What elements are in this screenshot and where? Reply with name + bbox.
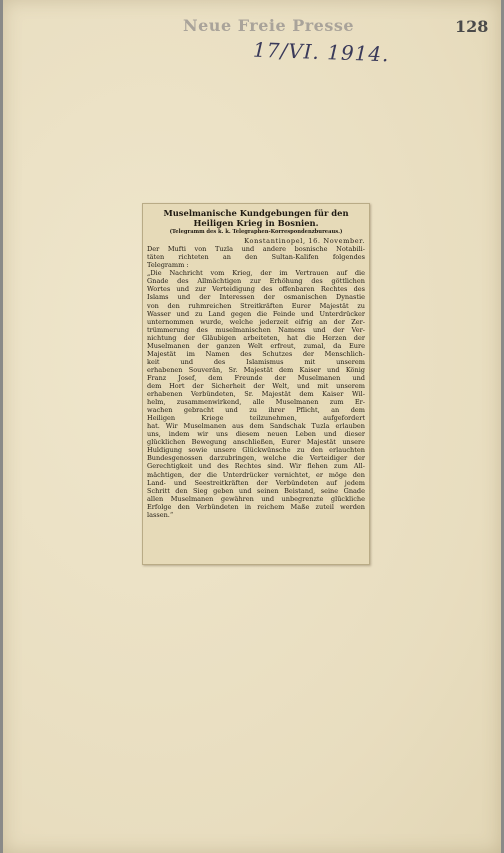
clipping-credit: (Telegramm des k. k. Telegraphen-Korrespondenzbureaus.) bbox=[169, 229, 343, 236]
clipping-body-line: Gnade des Allmächtigen zur Erhöhung des göttlichen bbox=[147, 277, 365, 286]
clipping-body-line: wachen gebracht und zu ihrer Pflicht, an dem bbox=[147, 406, 365, 415]
clipping-body-line: glücklichen Bewegung anschließen, Eurer Majestät unsere bbox=[147, 438, 365, 447]
clipping-body-line: Islams und der Interessen der osmanischen Dynastie bbox=[147, 293, 365, 302]
clipping-headline: Muselmanische Kundgebungen für den Heiligen Krieg in Bosnien. bbox=[163, 208, 349, 228]
clipping-body-line: Gerechtigkeit und des Rechtes sind. Wir flehen zum All- bbox=[147, 462, 365, 471]
clipping-body-line: allen Muselmanen gewähren und unbegrenzte glückliche bbox=[147, 494, 365, 503]
newspaper-clipping bbox=[142, 203, 370, 565]
page-number: 128 bbox=[455, 17, 489, 36]
clipping-body-line: Majestät im Namen des Schutzes der Menschlich- bbox=[147, 349, 365, 358]
clipping-body-line: mächtigen, der die Unterdrücker vernichtet, er möge den bbox=[147, 470, 365, 479]
clipping-body-line: „Die Nachricht vom Krieg, der im Vertrauen auf die bbox=[147, 269, 365, 278]
clipping-body-line: Schritt den Sieg geben und seinen Beistand, seine Gnade bbox=[147, 486, 365, 495]
clipping-body-line: Wortes und zur Verteidigung des offenbaren Rechtes des bbox=[147, 285, 365, 294]
clipping-body bbox=[147, 245, 365, 519]
clipping-body-line: Bundesgenossen darzubringen, welche die Verteidiger der bbox=[147, 454, 365, 463]
clipping-body-line: Heiligen Kriege teilzunehmen, aufgefordert bbox=[147, 414, 365, 423]
clipping-body-line: erhabenen Souverän, Sr. Majestät dem Kaiser und König bbox=[147, 365, 365, 374]
clipping-body-line: täten richteten an den Sultan-Kalifen folgendes bbox=[147, 253, 365, 262]
clipping-body-line: nichtung der Gläubigen arbeiteten, hat die Herzen der bbox=[147, 333, 365, 342]
clipping-body-line: trümmerung des muselmanischen Namens und der Ver- bbox=[147, 325, 365, 334]
clipping-body-line: Telegramm : bbox=[147, 261, 189, 270]
clipping-body-line: erhabenen Verbündeten, Sr. Majestät dem Kaiser Wil- bbox=[147, 390, 365, 399]
clipping-body-line: unternommen wurde, welche jederzeit eifrig an der Zer- bbox=[147, 317, 365, 326]
handwritten-date: 17/VI. 1914. bbox=[252, 37, 390, 67]
clipping-body-line: Franz Josef, dem Freunde der Muselmanen und bbox=[147, 373, 365, 382]
clipping-dateline: Konstantinopel, 16. November. bbox=[244, 237, 365, 246]
clipping-body-line: Wasser und zu Land gegen die Feinde und Unterdrücker bbox=[147, 309, 365, 318]
clipping-body-line: hat. Wir Muselmanen aus dem Sandschak Tuzla erlauben bbox=[147, 422, 365, 431]
newspaper-masthead: Neue Freie Presse bbox=[183, 16, 355, 35]
clipping-body-line: keit und des Islamismus mit unserem bbox=[147, 357, 365, 366]
clipping-body-line: uns, indem wir uns diesem neuen Leben und dieser bbox=[147, 430, 365, 439]
clipping-body-line: dem Hort der Sicherheit der Welt, und mit unserem bbox=[147, 381, 365, 390]
clipping-body-line: Erfolge den Verbündeten in reichem Maße zuteil werden bbox=[147, 502, 365, 511]
clipping-body-line: von den ruhmreichen Streitkräften Eurer Majestät zu bbox=[147, 301, 365, 310]
clipping-body-line: Land- und Seestreitkräften der Verbündeten auf jedem bbox=[147, 478, 365, 487]
clipping-body-line: Huldigung sowie unsere Glückwünsche zu den erlauchten bbox=[147, 446, 365, 455]
archive-page bbox=[3, 0, 501, 853]
clipping-body-line: Muselmanen der ganzen Welt erfreut, zumal, da Eure bbox=[147, 341, 365, 350]
clipping-body-line: Der Mufti von Tuzla und andere bosnische Notabili- bbox=[147, 245, 365, 254]
clipping-body-line: lassen.“ bbox=[147, 510, 174, 519]
clipping-body-line: helm, zusammenwirkend, alle Muselmanen zum Er- bbox=[147, 398, 365, 407]
